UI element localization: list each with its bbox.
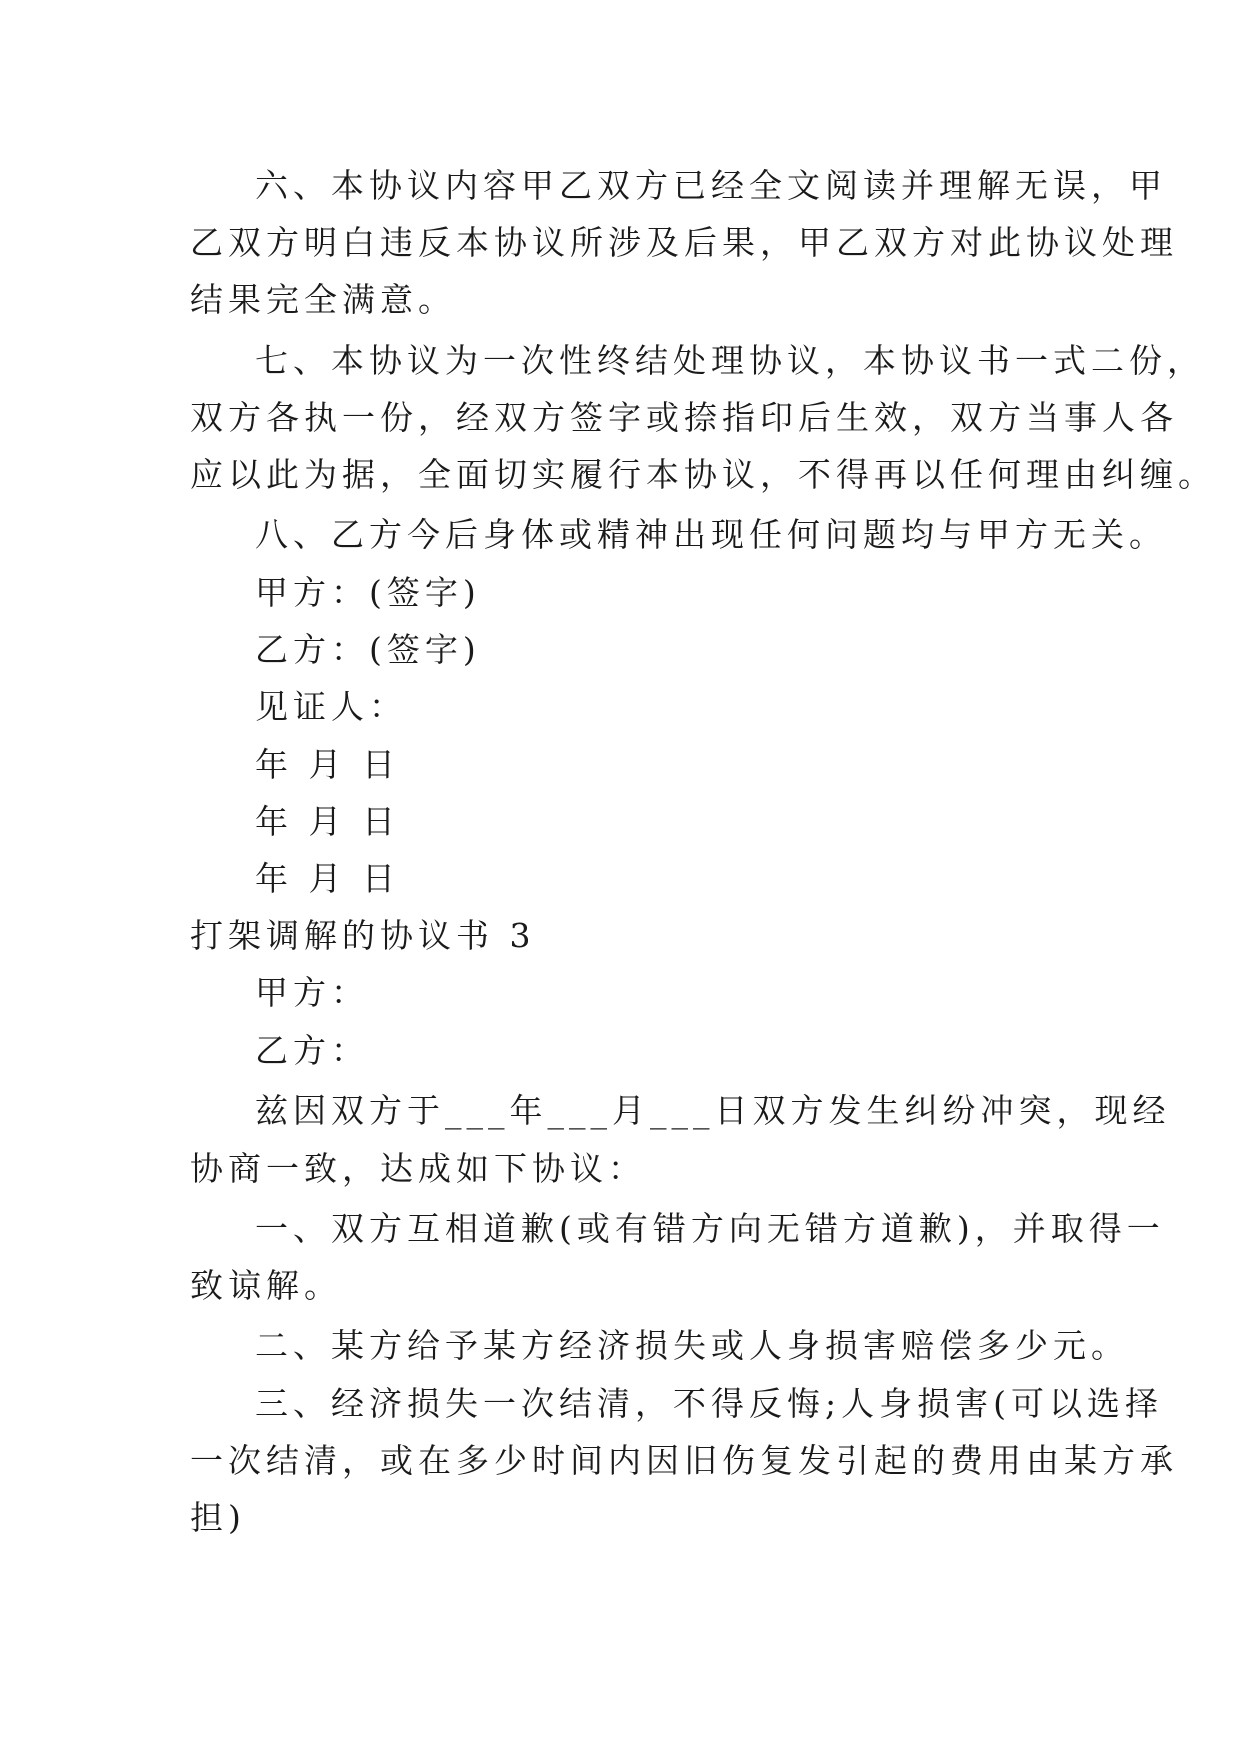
clause-6-line-2: 乙双方明白违反本协议所涉及后果，甲乙双方对此协议处理 <box>190 223 1178 262</box>
party-b-line: 乙方： <box>255 1031 369 1070</box>
item-2-line: 二、某方给予某方经济损失或人身损害赔偿多少元。 <box>255 1326 1129 1365</box>
clause-7-line-3: 应以此为据，全面切实履行本协议，不得再以任何理由纠缠。 <box>190 455 1216 494</box>
party-a-line: 甲方： <box>255 973 369 1012</box>
witness-line: 见证人： <box>255 687 407 726</box>
clause-6-line-3: 结果完全满意。 <box>190 280 456 319</box>
item-3-line-2: 一次结清，或在多少时间内因旧伤复发引起的费用由某方承 <box>190 1441 1178 1480</box>
date-line-1: 年 月 日 <box>255 745 400 784</box>
party-b-signature-line: 乙方：(签字) <box>255 630 481 669</box>
preamble-line-2: 协商一致，达成如下协议： <box>190 1149 646 1188</box>
item-3-line-3: 担) <box>190 1498 246 1537</box>
clause-8-line: 八、乙方今后身体或精神出现任何问题均与甲方无关。 <box>255 515 1167 554</box>
date-line-3: 年 月 日 <box>255 859 400 898</box>
item-1-line-1: 一、双方互相道歉(或有错方向无错方道歉)，并取得一 <box>255 1209 1165 1248</box>
date-line-2: 年 月 日 <box>255 802 400 841</box>
party-a-signature-line: 甲方：(签字) <box>255 573 481 612</box>
item-3-line-1: 三、经济损失一次结清，不得反悔;人身损害(可以选择 <box>255 1384 1163 1423</box>
item-1-line-2: 致谅解。 <box>190 1266 342 1305</box>
clause-7-line-2: 双方各执一份，经双方签字或捺指印后生效，双方当事人各 <box>190 398 1178 437</box>
clause-6-line-1: 六、本协议内容甲乙双方已经全文阅读并理解无误，甲 <box>255 166 1167 205</box>
clause-7-line-1: 七、本协议为一次性终结处理协议，本协议书一式二份， <box>255 341 1205 380</box>
preamble-line-1: 兹因双方于___年___月___日双方发生纠纷冲突，现经 <box>255 1091 1171 1130</box>
section-title: 打架调解的协议书 3 <box>190 916 536 955</box>
